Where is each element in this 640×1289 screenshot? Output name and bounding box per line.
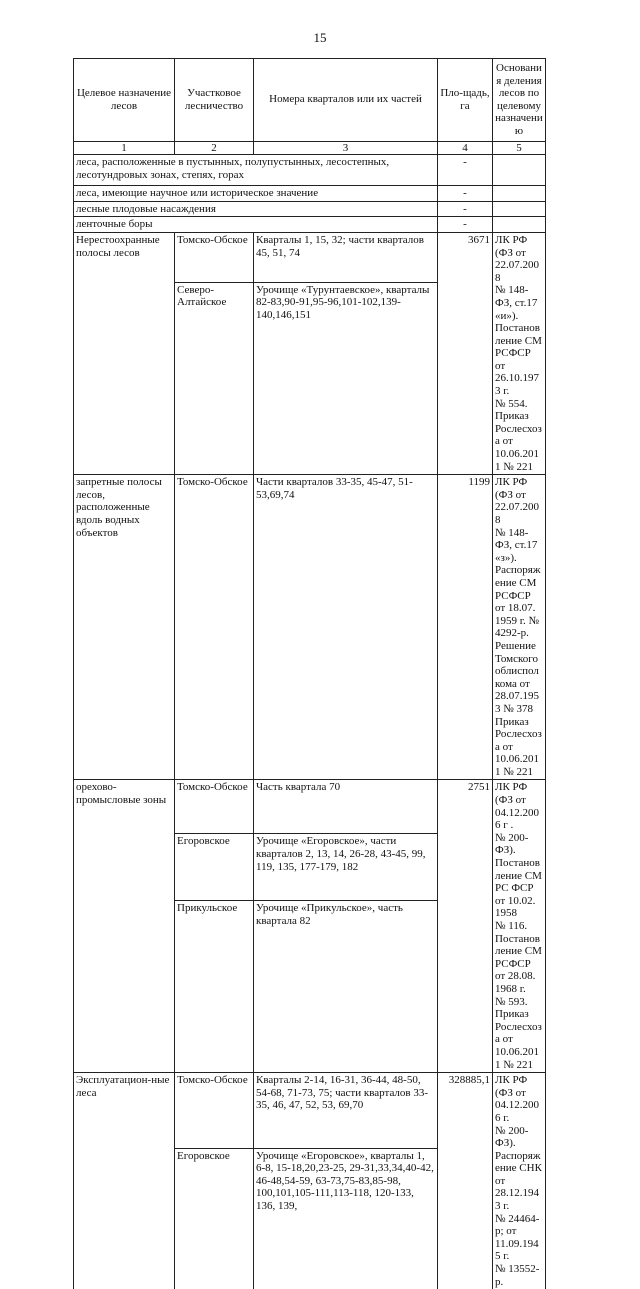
quarters: Части кварталов 33-35, 45-47, 51-53,69,74 bbox=[254, 475, 438, 780]
quarters: Урочище «Егоровское», кварталы 1, 6-8, 15-18,20,23-25, 29-31,33,34,40-42, 46-48,54-59, 63-73,75-83,85-98, 100,101,105-111,113-118, 120-133, 136, 139, bbox=[254, 1148, 438, 1289]
district: Егоровское bbox=[175, 1148, 254, 1289]
district: Томско-Обское bbox=[175, 475, 254, 780]
column-number: 1 bbox=[74, 141, 175, 155]
quarters: Урочище «Турунтаевское», кварталы 82-83,90-91,95-96,101-102,139-140,146,151 bbox=[254, 282, 438, 475]
table-row bbox=[74, 186, 546, 202]
group-purpose: Эксплуатацион-ные леса bbox=[74, 1073, 175, 1289]
header-purpose: Целевое назначение лесов bbox=[74, 59, 175, 142]
column-number: 2 bbox=[175, 141, 254, 155]
row-text: леса, имеющие научное или историческое значение bbox=[74, 186, 438, 202]
row-area: - bbox=[438, 186, 493, 202]
page-number: 15 bbox=[313, 30, 327, 45]
column-number: 5 bbox=[493, 141, 546, 155]
group-area: 3671 bbox=[438, 232, 493, 474]
row-basis bbox=[493, 186, 546, 202]
row-area: - bbox=[438, 217, 493, 233]
table-row bbox=[74, 1073, 546, 1148]
district: Северо-Алтайское bbox=[175, 282, 254, 475]
header-area: Пло-щадь, га bbox=[438, 59, 493, 142]
district: Егоровское bbox=[175, 834, 254, 901]
header-quarters: Номера кварталов или их частей bbox=[254, 59, 438, 142]
row-area: - bbox=[438, 155, 493, 186]
group-area: 328885,1 bbox=[438, 1073, 493, 1289]
quarters: Кварталы 1, 15, 32; части кварталов 45, 51, 74 bbox=[254, 232, 438, 282]
district: Прикульское bbox=[175, 901, 254, 1073]
column-numbers-row bbox=[74, 141, 546, 155]
quarters: Урочище «Прикульское», часть квартала 82 bbox=[254, 901, 438, 1073]
row-basis bbox=[493, 201, 546, 217]
district: Томско-Обское bbox=[175, 232, 254, 282]
group-basis: ЛК РФ (ФЗ от 22.07.2008 № 148-ФЗ, ст.17 «и»). Постановление СМ РСФСР от 26.10.1973 г. № 554. Приказ Рослесхоза от 10.06.2011 № 221 bbox=[493, 232, 546, 474]
table-row bbox=[74, 232, 546, 282]
district: Томско-Обское bbox=[175, 780, 254, 834]
table-row bbox=[74, 217, 546, 233]
group-purpose: орехово-промысловые зоны bbox=[74, 780, 175, 1073]
row-text: ленточные боры bbox=[74, 217, 438, 233]
header-basis: Основания деления лесов по целевому назначению bbox=[493, 59, 546, 142]
column-number: 4 bbox=[438, 141, 493, 155]
row-text: лесные плодовые насаждения bbox=[74, 201, 438, 217]
group-purpose: запретные полосы лесов, расположенные вдоль водных объектов bbox=[74, 475, 175, 780]
group-area: 2751 bbox=[438, 780, 493, 1073]
group-purpose: Нерестоохранные полосы лесов bbox=[74, 232, 175, 474]
group-basis: ЛК РФ (ФЗ от 04.12.2006 г . № 200-ФЗ). Постановление СМ РС ФСР от 10.02. 1958 № 116. Постановление СМ РСФСР от 28.08. 1968 г. № 593. Приказ Рослесхоза от 10.06.2011 № 221 bbox=[493, 780, 546, 1073]
row-area: - bbox=[438, 201, 493, 217]
column-number: 3 bbox=[254, 141, 438, 155]
row-basis bbox=[493, 155, 546, 186]
table-row bbox=[74, 155, 546, 186]
group-area: 1199 bbox=[438, 475, 493, 780]
table-row bbox=[74, 201, 546, 217]
table-row bbox=[74, 780, 546, 834]
table-row bbox=[74, 475, 546, 780]
group-basis: ЛК РФ (ФЗ от 04.12.2006 г. № 200-ФЗ). Распоряжение СНК от 28.12.1943 г. № 24464-р; от 11.09.1945 г. № 13552-р. bbox=[493, 1073, 546, 1289]
quarters: Урочище «Егоровское», части кварталов 2, 13, 14, 26-28, 43-45, 99, 119, 135, 177-179, 182 bbox=[254, 834, 438, 901]
row-basis bbox=[493, 217, 546, 233]
header-district: Участковое лесничество bbox=[175, 59, 254, 142]
row-text: леса, расположенные в пустынных, полупустынных, лесостепных, лесотундровых зонах, степях, горах bbox=[74, 155, 438, 186]
district: Томско-Обское bbox=[175, 1073, 254, 1148]
quarters: Часть квартала 70 bbox=[254, 780, 438, 834]
forest-purpose-table bbox=[73, 58, 546, 1289]
quarters: Кварталы 2-14, 16-31, 36-44, 48-50, 54-68, 71-73, 75; части кварталов 33-35, 46, 47, 52, 53, 69,70 bbox=[254, 1073, 438, 1148]
header-row bbox=[74, 59, 546, 142]
group-basis: ЛК РФ (ФЗ от 22.07.2008 № 148-ФЗ, ст.17 «з»). Распоряжение СМ РСФСР от 18.07. 1959 г. № 4292-р. Решение Томского облисполкома от 28.07.1953 № 378 Приказ Рослесхоза от 10.06.2011 № 221 bbox=[493, 475, 546, 780]
